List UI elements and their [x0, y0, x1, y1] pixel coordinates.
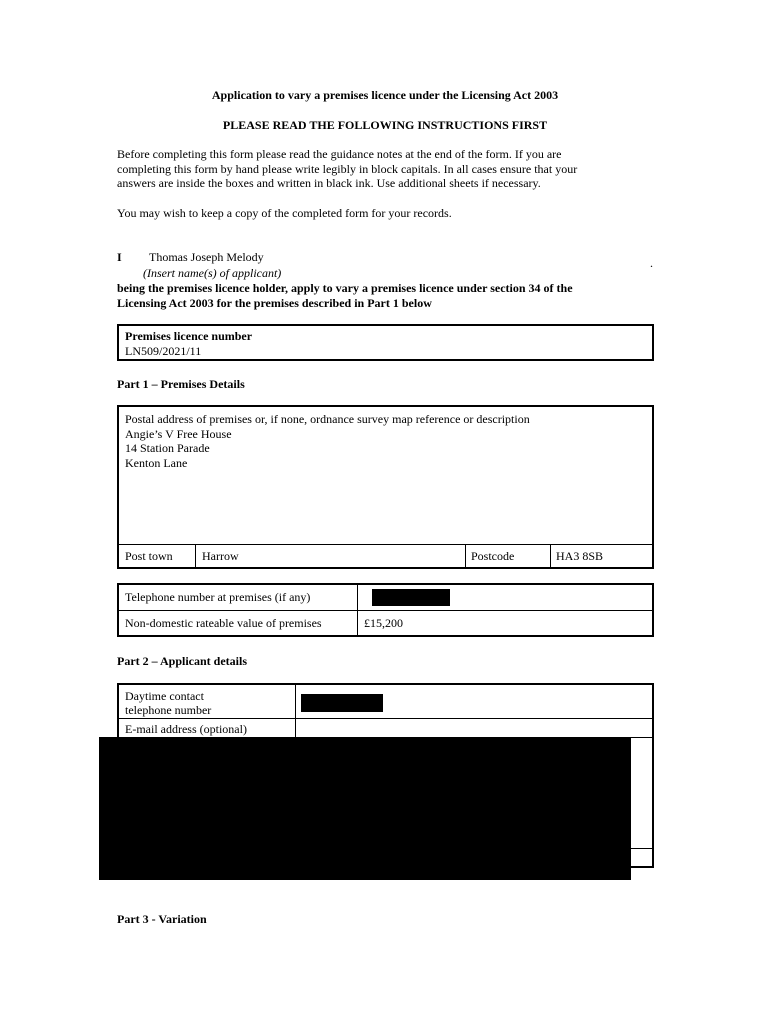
telephone-row [118, 584, 653, 610]
post-town-value[interactable]: Harrow [202, 549, 239, 563]
rateable-row [118, 610, 653, 636]
postcode-label: Postcode [471, 549, 515, 563]
applicant-name[interactable]: Thomas Joseph Melody [149, 250, 264, 264]
applicant-caption: (Insert name(s) of applicant) [143, 266, 282, 280]
address-content [119, 407, 652, 475]
redacted-block [301, 694, 383, 712]
divider [119, 544, 652, 545]
address-line: Angie’s V Free House [125, 426, 232, 441]
redacted-block [372, 589, 450, 606]
premises-contact-table [117, 583, 654, 637]
divider [550, 544, 551, 567]
telephone-value[interactable] [358, 584, 654, 610]
intro-line: completing this form by hand please write legibly in block capitals. In all cases ensure that your [117, 161, 578, 176]
copy-note: You may wish to keep a copy of the completed form for your records. [117, 206, 452, 220]
divider [195, 544, 196, 567]
postcode-value[interactable]: HA3 8SB [556, 549, 604, 563]
intro-line: answers are inside the boxes and written in black ink. Use additional sheets if necessary. [117, 176, 541, 190]
daytime-label-line: Daytime contact [125, 689, 204, 703]
licence-number-value: LN509/2021/11 [125, 343, 202, 358]
part3-heading: Part 3 - Variation [117, 912, 207, 926]
dotted-line-end: . [650, 256, 653, 270]
licence-number-box[interactable] [117, 324, 654, 361]
applicant-statement [117, 281, 662, 310]
address-line: 14 Station Parade [125, 441, 210, 455]
address-line: Kenton Lane [125, 455, 188, 470]
premises-address-box[interactable] [117, 405, 654, 569]
divider [295, 685, 296, 737]
rateable-label: Non-domestic rateable value of premises [118, 610, 358, 636]
email-label: E-mail address (optional) [125, 722, 247, 736]
email-input[interactable] [297, 719, 652, 737]
statement-line: Licensing Act 2003 for the premises described in Part 1 below [117, 295, 432, 310]
divider [465, 544, 466, 567]
telephone-label: Telephone number at premises (if any) [118, 584, 358, 610]
part1-heading: Part 1 – Premises Details [117, 377, 245, 391]
redacted-block [99, 737, 631, 880]
daytime-label-line: telephone number [125, 703, 212, 717]
form-title: Application to vary a premises licence under the Licensing Act 2003 [211, 88, 559, 102]
rateable-value[interactable]: £15,200 [358, 610, 654, 636]
part2-heading: Part 2 – Applicant details [117, 654, 248, 668]
statement-line: being the premises licence holder, apply to vary a premises licence under section 34 of the [117, 281, 573, 295]
intro-paragraph [117, 147, 662, 191]
daytime-label [125, 689, 211, 717]
applicant-prefix: I [117, 250, 122, 264]
licence-number-label: Premises licence number [125, 329, 253, 343]
post-town-label: Post town [125, 549, 173, 563]
instructions-heading: PLEASE READ THE FOLLOWING INSTRUCTIONS FIRST [222, 118, 548, 132]
intro-line: Before completing this form please read the guidance notes at the end of the form. If you are [117, 147, 562, 161]
address-label: Postal address of premises or, if none, ordnance survey map reference or description [125, 412, 530, 426]
